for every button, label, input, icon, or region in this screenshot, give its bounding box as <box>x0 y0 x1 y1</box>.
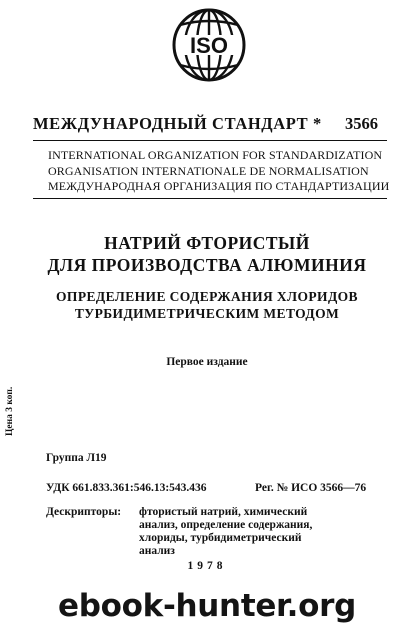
edition-label: Первое издание <box>166 356 248 368</box>
registration-number: Рег. № ИСО 3566—76 <box>255 482 367 494</box>
standard-star: * <box>313 114 322 133</box>
standard-title-text: МЕЖДУНАРОДНЫЙ СТАНДАРТ <box>33 114 309 133</box>
watermark: ebook-hunter.org <box>58 588 356 624</box>
document-subtitle-line1: ОПРЕДЕЛЕНИЕ СОДЕРЖАНИЯ ХЛОРИДОВ <box>56 289 358 304</box>
globe-icon <box>172 8 246 82</box>
document-title-line2: ДЛЯ ПРОИЗВОДСТВА АЛЮМИНИЯ <box>47 255 367 275</box>
descriptors-line: хлориды, турбидиметрический <box>139 532 302 544</box>
divider-top <box>33 140 387 141</box>
document-subtitle <box>0 288 414 322</box>
organization-fr: ORGANISATION INTERNATIONALE DE NORMALISATION <box>48 163 369 178</box>
organization-ru: МЕЖДУНАРОДНАЯ ОРГАНИЗАЦИЯ ПО СТАНДАРТИЗАЦИИ <box>48 179 390 193</box>
descriptors-line: анализ <box>139 545 175 557</box>
document-subtitle-line2: ТУРБИДИМЕТРИЧЕСКИМ МЕТОДОМ <box>74 306 340 321</box>
descriptors-line: фтористый натрий, химический <box>139 506 308 518</box>
iso-logo <box>172 8 246 82</box>
standard-title <box>33 114 322 134</box>
standard-number: 3566 <box>345 114 378 133</box>
logo-text: ISO <box>190 33 228 58</box>
price-label: Цена 3 коп. <box>5 386 15 436</box>
divider-bottom <box>33 198 387 199</box>
udk-code: УДК 661.833.361:546.13:543.436 <box>46 482 207 494</box>
organizations-block <box>48 148 389 195</box>
document-title <box>0 232 414 276</box>
document-title-line1: НАТРИЙ ФТОРИСТЫЙ <box>104 233 310 253</box>
publication-year: 1978 <box>187 560 227 572</box>
descriptors-label: Дескрипторы: <box>46 506 122 518</box>
group-label: Группа Л19 <box>46 452 107 464</box>
organization-en: INTERNATIONAL ORGANIZATION FOR STANDARDIZATION <box>48 148 383 162</box>
descriptors-list <box>139 506 312 558</box>
descriptors-line: анализ, определение содержания, <box>139 519 313 531</box>
